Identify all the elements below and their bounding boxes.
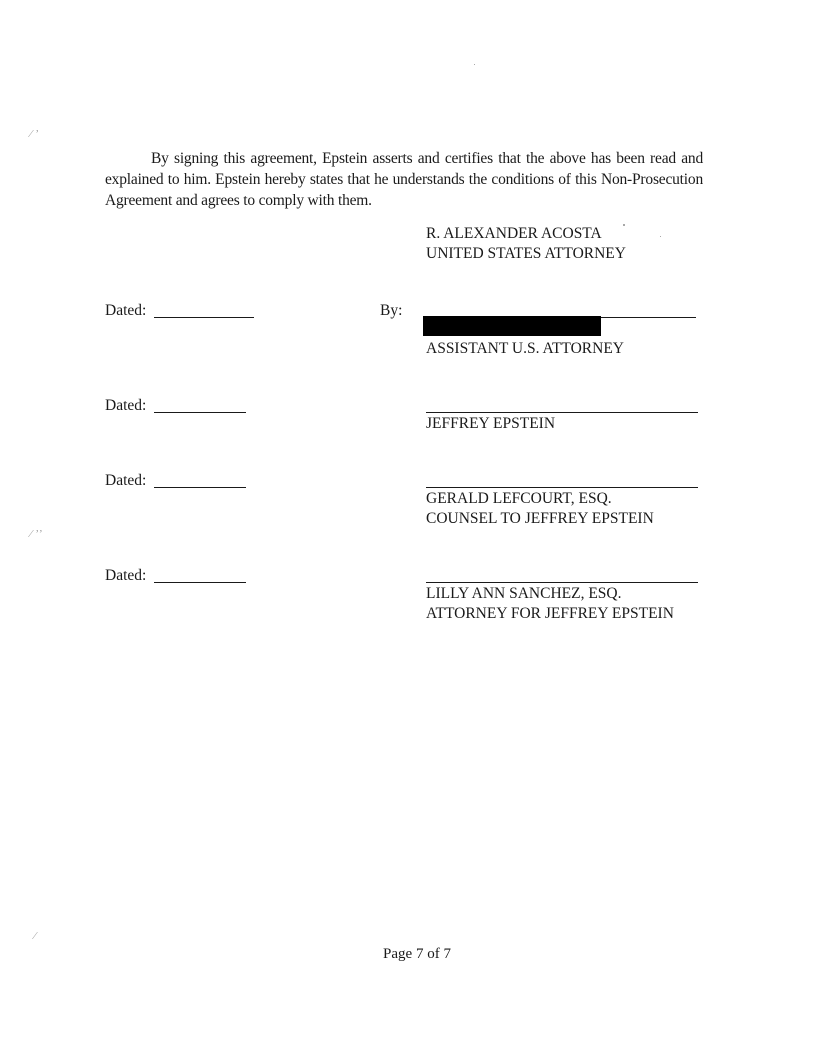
page-number-text: Page 7 of 7: [383, 946, 451, 962]
scan-speck: [474, 64, 475, 65]
scan-speck: [623, 224, 625, 226]
by-label: By:: [380, 302, 403, 319]
us-attorney-title: UNITED STATES ATTORNEY: [426, 245, 626, 262]
scan-speck: [660, 236, 661, 237]
date-blank-line: [154, 582, 246, 583]
date-blank-line: [154, 412, 246, 413]
signature-line: [426, 412, 698, 413]
assistant-attorney-title: ASSISTANT U.S. ATTORNEY: [426, 340, 624, 357]
date-blank-line: [154, 317, 254, 318]
page-number: [0, 946, 816, 963]
signatory-name: GERALD LEFCOURT, ESQ.: [426, 490, 612, 507]
us-attorney-name: R. ALEXANDER ACOSTA: [426, 225, 602, 242]
dated-label: Dated:: [105, 302, 147, 319]
dated-label: Dated:: [105, 472, 147, 489]
date-blank-line: [154, 487, 246, 488]
dated-label: Dated:: [105, 567, 147, 584]
signatory-name: LILLY ANN SANCHEZ, ESQ.: [426, 585, 622, 602]
signatory-title: COUNSEL TO JEFFREY EPSTEIN: [426, 510, 654, 527]
redacted-name-block: [423, 316, 601, 336]
margin-mark: ⁄: [34, 930, 36, 942]
dated-label: Dated:: [105, 397, 147, 414]
margin-mark: ⁄ ʼʼ: [30, 528, 42, 540]
signatory-title: ATTORNEY FOR JEFFREY EPSTEIN: [426, 605, 674, 622]
margin-mark: ⁄ ʼ: [30, 128, 39, 140]
signature-line: [426, 487, 698, 488]
signatory-name: JEFFREY EPSTEIN: [426, 415, 556, 432]
signature-line: [426, 582, 698, 583]
certification-paragraph: By signing this agreement, Epstein asserts and certifies that the above has been read and explained to him. Epstein hereby states that he understands the conditions of this Non-Prosecution Agreement and agrees to comply with them.: [105, 150, 703, 209]
